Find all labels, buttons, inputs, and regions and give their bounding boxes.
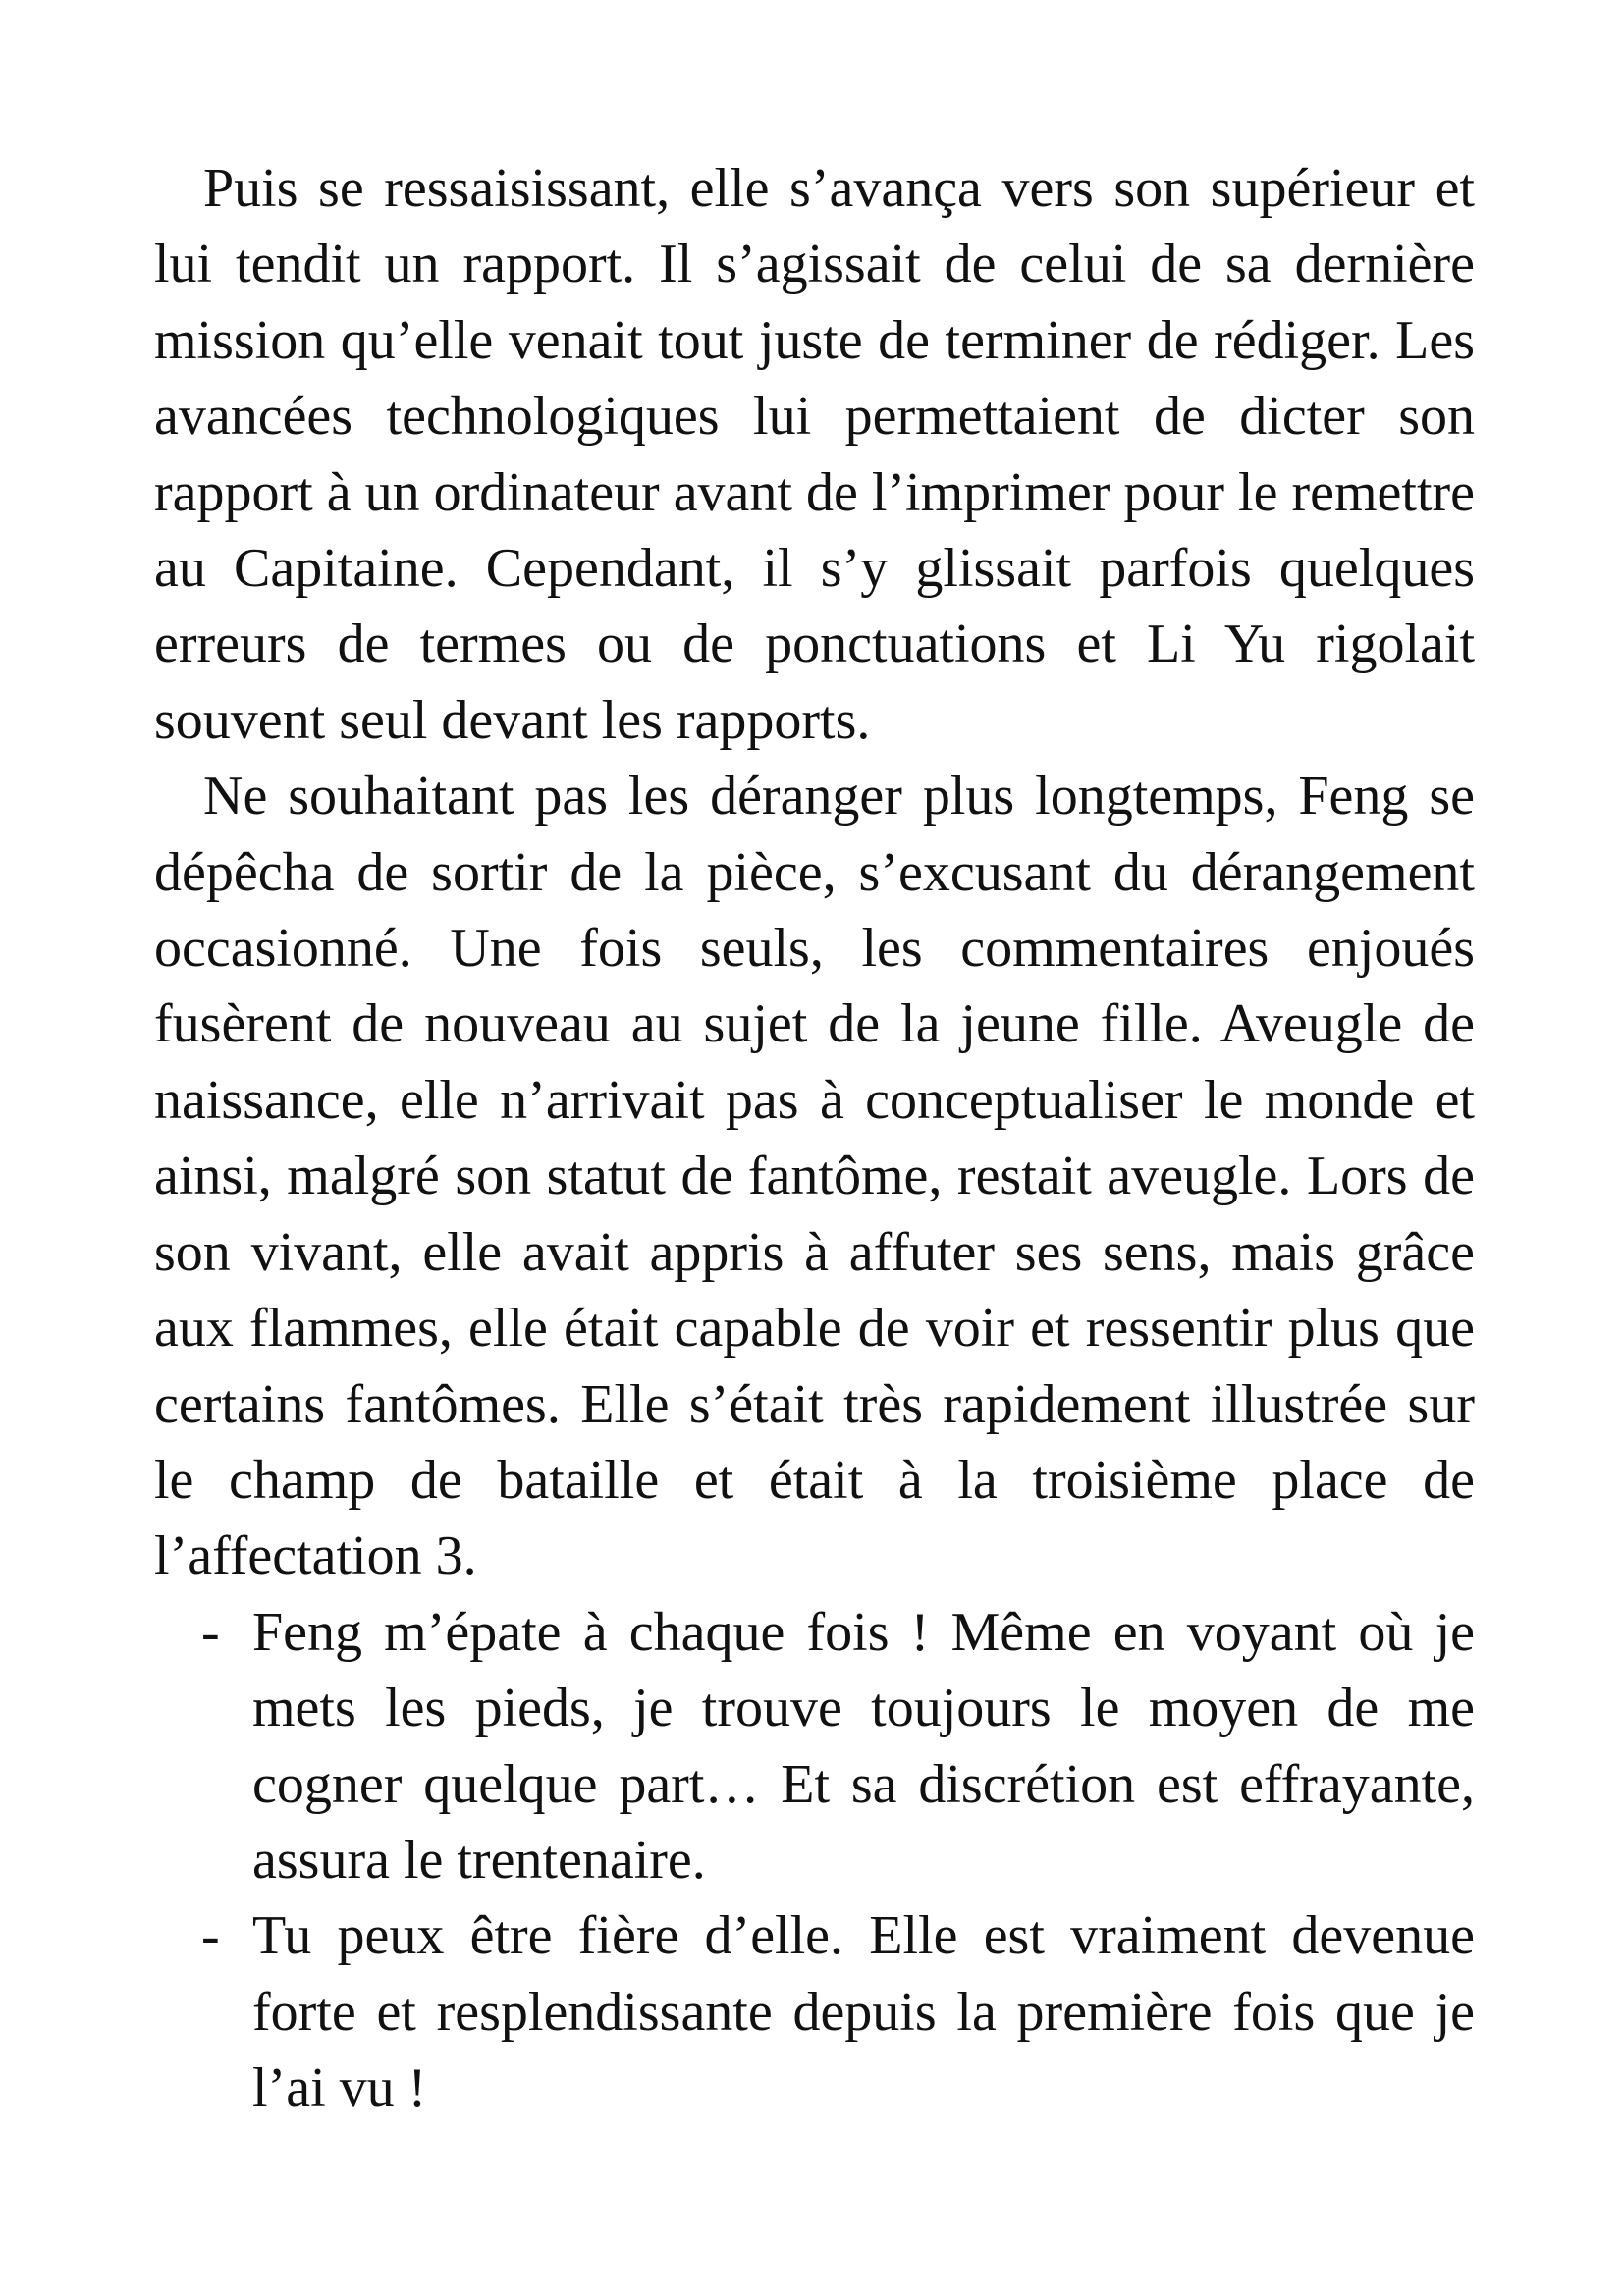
page-body: [154, 151, 1475, 2127]
paragraph: Ne souhaitant pas les déranger plus longtemps, Feng se dépêcha de sortir de la pièce, s’excusant du dérangement occasionné. Une fois seuls, les commentaires enjoués fusèrent de nouveau au sujet de la jeune fille. Aveugle de naissance, elle n’arrivait pas à conceptualiser le monde et ainsi, malgré son statut de fantôme, restait aveugle. Lors de son vivant, elle avait appris à affuter ses sens, mais grâce aux flammes, elle était capable de voir et ressentir plus que certains fantômes. Elle s’était très rapidement illustrée sur le champ de bataille et était à la troisième place de l’affectation 3.: [154, 766, 1475, 1587]
dialogue-line: [154, 1898, 1475, 2126]
dialogue-text: Tu peux être fière d’elle. Elle est vraiment devenue forte et resplendissante depuis la première fois que je l’ai vu !: [252, 1905, 1475, 2119]
dialogue-text: Feng m’épate à chaque fois ! Même en voyant où je mets les pieds, je trouve toujours le moyen de me cogner quelque part… Et sa discrétion est effrayante, assura le trentenaire.: [252, 1601, 1475, 1891]
dialogue-line: [154, 1595, 1475, 1899]
paragraph: Puis se ressaisissant, elle s’avança vers son supérieur et lui tendit un rapport. Il s’agissait de celui de sa dernière mission qu’elle venait tout juste de terminer de rédiger. Les avancées technologiques lui permettaient de dicter son rapport à un ordinateur avant de l’imprimer pour le remettre au Capitaine. Cependant, il s’y glissait parfois quelques erreurs de termes ou de ponctuations et Li Yu rigolait souvent seul devant les rapports.: [154, 158, 1476, 751]
dialogue-dash: -: [201, 1905, 220, 1967]
dialogue-dash: -: [201, 1601, 220, 1663]
